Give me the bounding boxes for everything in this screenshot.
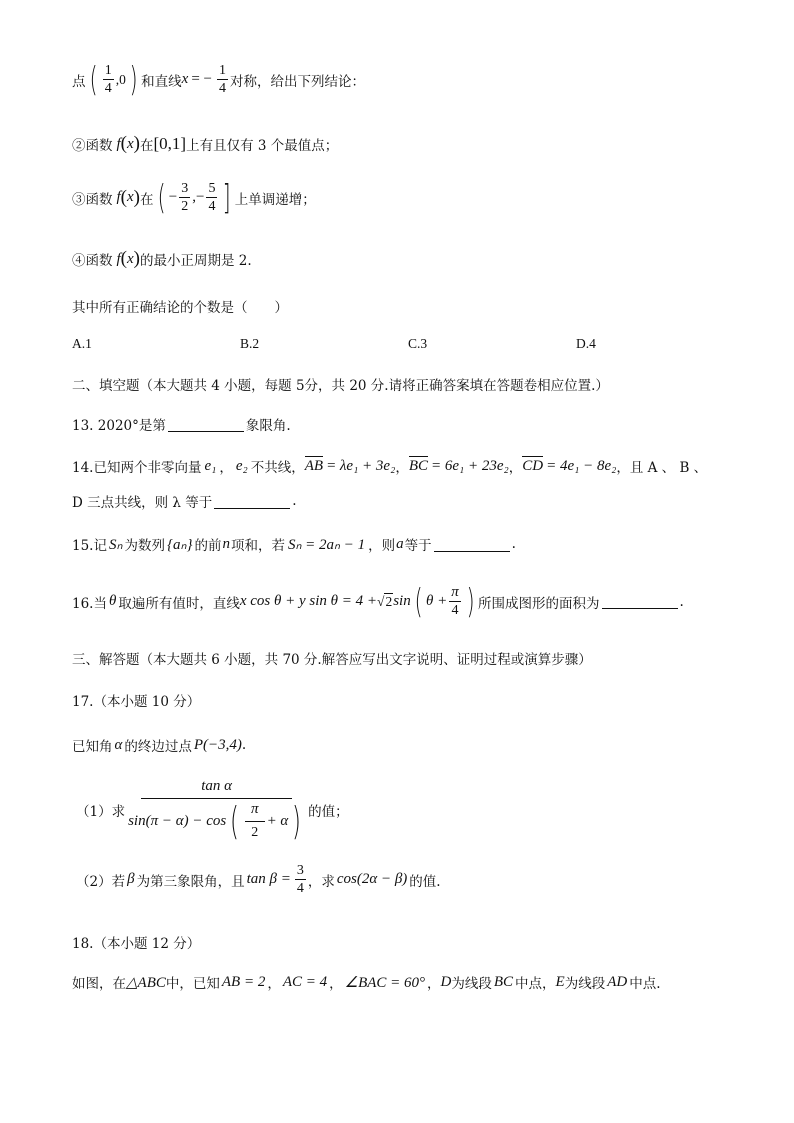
numerator: 1 bbox=[104, 63, 112, 78]
length-ab: AB = 2 bbox=[221, 973, 266, 990]
text: 的值； bbox=[308, 803, 349, 820]
text: 14.已知两个非零向量 bbox=[72, 460, 202, 476]
text: 所围成图形的面积为 bbox=[478, 595, 600, 612]
text: 中，已知 bbox=[165, 976, 220, 992]
text: D 三点共线，则 λ 等于 bbox=[72, 495, 213, 511]
expression: θ + bbox=[425, 593, 448, 609]
question-18-title bbox=[72, 932, 200, 952]
vector-e1: e₁ bbox=[204, 457, 217, 474]
denominator: 4 bbox=[296, 881, 304, 896]
right-paren: ) bbox=[466, 581, 475, 622]
text: . bbox=[241, 737, 247, 753]
sequence-an: {aₙ} bbox=[166, 536, 193, 553]
question-17-part2 bbox=[76, 862, 441, 897]
section-title: 二、填空题（本大题共 4 小题，每题 5分，共 20 分.请将正确答案填在答题卷相应位置.） bbox=[72, 378, 609, 394]
point-d: D bbox=[440, 973, 452, 990]
text: （1）求 bbox=[76, 803, 126, 820]
fraction bbox=[449, 584, 461, 619]
sqrt-symbol: √2 bbox=[377, 593, 393, 609]
expression: sin(π − α) − cos bbox=[128, 812, 227, 829]
conclusion-3: ③函数 f ( x ) 在 ( − $\frac{3}{2}$ ,− $\frac{5}{4}$ ] 上单调递增； bbox=[72, 177, 316, 218]
conclusion-2: ②函数 f ( x ) 在 [0,1] 上有且仅有 3 个最值点； bbox=[72, 133, 339, 154]
function-f: f bbox=[116, 250, 121, 267]
left-paren: ( bbox=[414, 581, 423, 622]
conclusion-4: ④函数 f ( x ) 的最小正周期是 2. bbox=[72, 248, 252, 269]
text: 为线段 bbox=[451, 976, 492, 992]
question-17-title bbox=[72, 690, 200, 710]
fraction bbox=[128, 778, 305, 841]
text: 已知角 bbox=[72, 739, 113, 755]
text: 的终边过点 bbox=[124, 739, 192, 755]
text: 为数列 bbox=[124, 538, 165, 554]
length-ac: AC = 4 bbox=[282, 973, 328, 990]
text: 中点. bbox=[629, 976, 661, 992]
vector-e2: e₂ bbox=[235, 457, 248, 474]
symmetry-condition-line: 点 ( $\frac{1}{4}$ , 0 ) 和直线 x = − $\frac{1}{4}$ 对称，给出下列结论： bbox=[72, 59, 365, 100]
variable-x: x bbox=[181, 71, 189, 87]
point-p: P(−3,4) bbox=[193, 736, 242, 753]
text: 如图，在 bbox=[72, 976, 126, 992]
text: 的前 bbox=[194, 538, 222, 554]
expression: + α bbox=[266, 812, 289, 829]
answer-blank bbox=[434, 537, 510, 552]
option-c: C.3 bbox=[408, 336, 428, 351]
variable-beta: β bbox=[127, 871, 135, 887]
variable-alpha: α bbox=[114, 736, 123, 753]
fraction bbox=[295, 862, 306, 897]
text: 取遍所有值时，直线 bbox=[118, 595, 240, 612]
text: 在 bbox=[140, 191, 154, 208]
right-paren: ] bbox=[223, 177, 232, 218]
segment-bc: BC bbox=[493, 973, 514, 990]
numerator: 3 bbox=[296, 863, 304, 878]
text: ，则 bbox=[368, 538, 396, 554]
denominator: sin(π − α) − cos ( $\frac{\pi}{2}$ + α ) bbox=[128, 799, 302, 843]
expression: = 6e₁ + 23e₂ bbox=[430, 457, 509, 474]
numerator: 1 bbox=[219, 63, 226, 78]
text: 的最小正周期是 2. bbox=[140, 253, 252, 269]
question-16: 16.当 θ 取遍所有值时，直线 x cos θ + y sin θ = 4 + √2 sin ( θ + $\frac{\pi}{4}$ ) 所围成图形的面积为 . bbox=[72, 581, 684, 622]
text: 16.当 bbox=[72, 595, 107, 612]
variable-a: a bbox=[396, 535, 404, 552]
numerator: π bbox=[451, 584, 459, 600]
segment-ad: AD bbox=[607, 973, 628, 990]
right-paren: ) bbox=[129, 59, 138, 100]
numerator: tan α bbox=[141, 778, 292, 799]
text: ， bbox=[267, 976, 281, 992]
numerator: 5 bbox=[208, 181, 216, 196]
fraction bbox=[179, 180, 190, 215]
text: 上有且仅有 3 个最值点； bbox=[186, 138, 339, 154]
text: 中点， bbox=[515, 976, 556, 992]
text: ③函数 bbox=[72, 191, 113, 208]
denominator: 2 bbox=[181, 199, 189, 214]
vector-ab: AB bbox=[304, 457, 324, 474]
sum-sn: Sₙ bbox=[108, 536, 123, 553]
numerator: π bbox=[245, 801, 265, 822]
sqrt-value: 2 bbox=[385, 593, 393, 609]
text: 为第三象限角，且 bbox=[136, 873, 245, 890]
question-15: 15.记 Sₙ 为数列 {aₙ} 的前 n 项和，若 Sₙ = 2aₙ − 1 ，则 a 等于 . bbox=[72, 535, 516, 554]
point-e: E bbox=[555, 973, 565, 990]
question-14: 14.已知两个非零向量 e₁ ， e₂ 不共线， AB = λe₁ + 3e₂ ， BC = 6e₁ + 23e₂ ， CD = 4e₁ − 8e₂ ，且 A 、 B 、 bbox=[72, 457, 708, 476]
fraction bbox=[103, 62, 114, 97]
text: 不共线， bbox=[250, 460, 305, 476]
interval: [0,1] bbox=[153, 134, 187, 153]
function-f: f bbox=[116, 135, 121, 152]
angle-bac: ∠BAC = 60° bbox=[344, 974, 426, 991]
text: ， bbox=[219, 460, 233, 476]
denominator: 2 bbox=[251, 825, 259, 840]
question-14-line2: D 三点共线，则 λ 等于 . bbox=[72, 493, 297, 511]
left-paren: ( bbox=[89, 59, 98, 100]
text: ， bbox=[427, 976, 441, 992]
vector-bc: BC bbox=[408, 457, 428, 474]
question-18-text bbox=[72, 972, 661, 992]
question-text: 其中所有正确结论的个数是（ ） bbox=[72, 300, 288, 316]
text: ，求 bbox=[307, 873, 335, 890]
option-d: D.4 bbox=[576, 336, 596, 351]
equation: x cos θ + y sin θ = 4 + bbox=[239, 593, 378, 609]
answer-blank bbox=[168, 417, 244, 432]
left-paren: ( bbox=[157, 177, 166, 218]
question-prompt bbox=[72, 296, 288, 316]
sin-label: sin bbox=[393, 593, 411, 609]
text: ，且 A 、 B 、 bbox=[616, 460, 708, 476]
variable-theta: θ bbox=[108, 593, 117, 609]
text: 象限角. bbox=[245, 418, 291, 434]
question-17-given bbox=[72, 735, 246, 755]
fraction bbox=[206, 180, 217, 215]
text: 在 bbox=[140, 138, 154, 154]
denominator: 4 bbox=[208, 199, 216, 214]
text: 上单调递增； bbox=[234, 191, 316, 208]
text: ②函数 bbox=[72, 138, 113, 154]
section-3-heading bbox=[72, 648, 592, 668]
triangle-abc: △ABC bbox=[126, 974, 166, 991]
variable-x: x bbox=[127, 250, 134, 267]
text: 项和，若 bbox=[230, 538, 285, 554]
denominator: 4 bbox=[451, 603, 459, 618]
fraction bbox=[217, 62, 228, 97]
section-2-heading bbox=[72, 374, 609, 394]
numerator: 3 bbox=[181, 181, 189, 196]
question-title: 17.（本小题 10 分） bbox=[72, 694, 201, 710]
question-title: 18.（本小题 12 分） bbox=[72, 936, 201, 952]
equals-minus: = − bbox=[191, 71, 212, 87]
text: ④函数 bbox=[72, 253, 113, 269]
variable-n: n bbox=[222, 535, 230, 552]
text: （2）若 bbox=[76, 873, 126, 890]
point-y: 0 bbox=[119, 71, 126, 87]
option-b: B.2 bbox=[240, 336, 260, 351]
text: 15.记 bbox=[72, 538, 107, 554]
denominator: 4 bbox=[104, 81, 112, 96]
text: 对称，给出下列结论： bbox=[230, 73, 365, 90]
tan-expression: tan β = bbox=[246, 871, 291, 887]
equation: Sₙ = 2aₙ − 1 bbox=[287, 536, 366, 553]
question-17-part1 bbox=[76, 778, 349, 841]
answer-blank bbox=[602, 594, 678, 609]
expression: = 4e₁ − 8e₂ bbox=[546, 457, 617, 474]
text: 和直线 bbox=[141, 73, 182, 90]
section-title: 三、解答题（本大题共 6 小题，共 70 分.解答应写出文字说明、证明过程或演算步骤） bbox=[72, 652, 592, 668]
expression: = λe₁ + 3e₂ bbox=[326, 457, 396, 474]
function-f: f bbox=[116, 189, 121, 205]
text: 等于 bbox=[404, 538, 432, 554]
answer-blank bbox=[214, 494, 290, 509]
option-a: A.1 bbox=[72, 336, 92, 351]
text: 的值. bbox=[409, 873, 441, 890]
question-13 bbox=[72, 414, 291, 434]
variable-x: x bbox=[127, 189, 134, 205]
text: 13. 2020°是第 bbox=[72, 418, 166, 434]
text: 点 bbox=[72, 73, 86, 90]
text: 为线段 bbox=[564, 976, 606, 992]
vector-cd: CD bbox=[522, 457, 544, 474]
denominator: 4 bbox=[219, 81, 226, 96]
fraction bbox=[245, 801, 265, 841]
text: ， bbox=[329, 976, 343, 992]
variable-x: x bbox=[127, 135, 134, 152]
cos-expression: cos(2α − β) bbox=[336, 871, 408, 887]
